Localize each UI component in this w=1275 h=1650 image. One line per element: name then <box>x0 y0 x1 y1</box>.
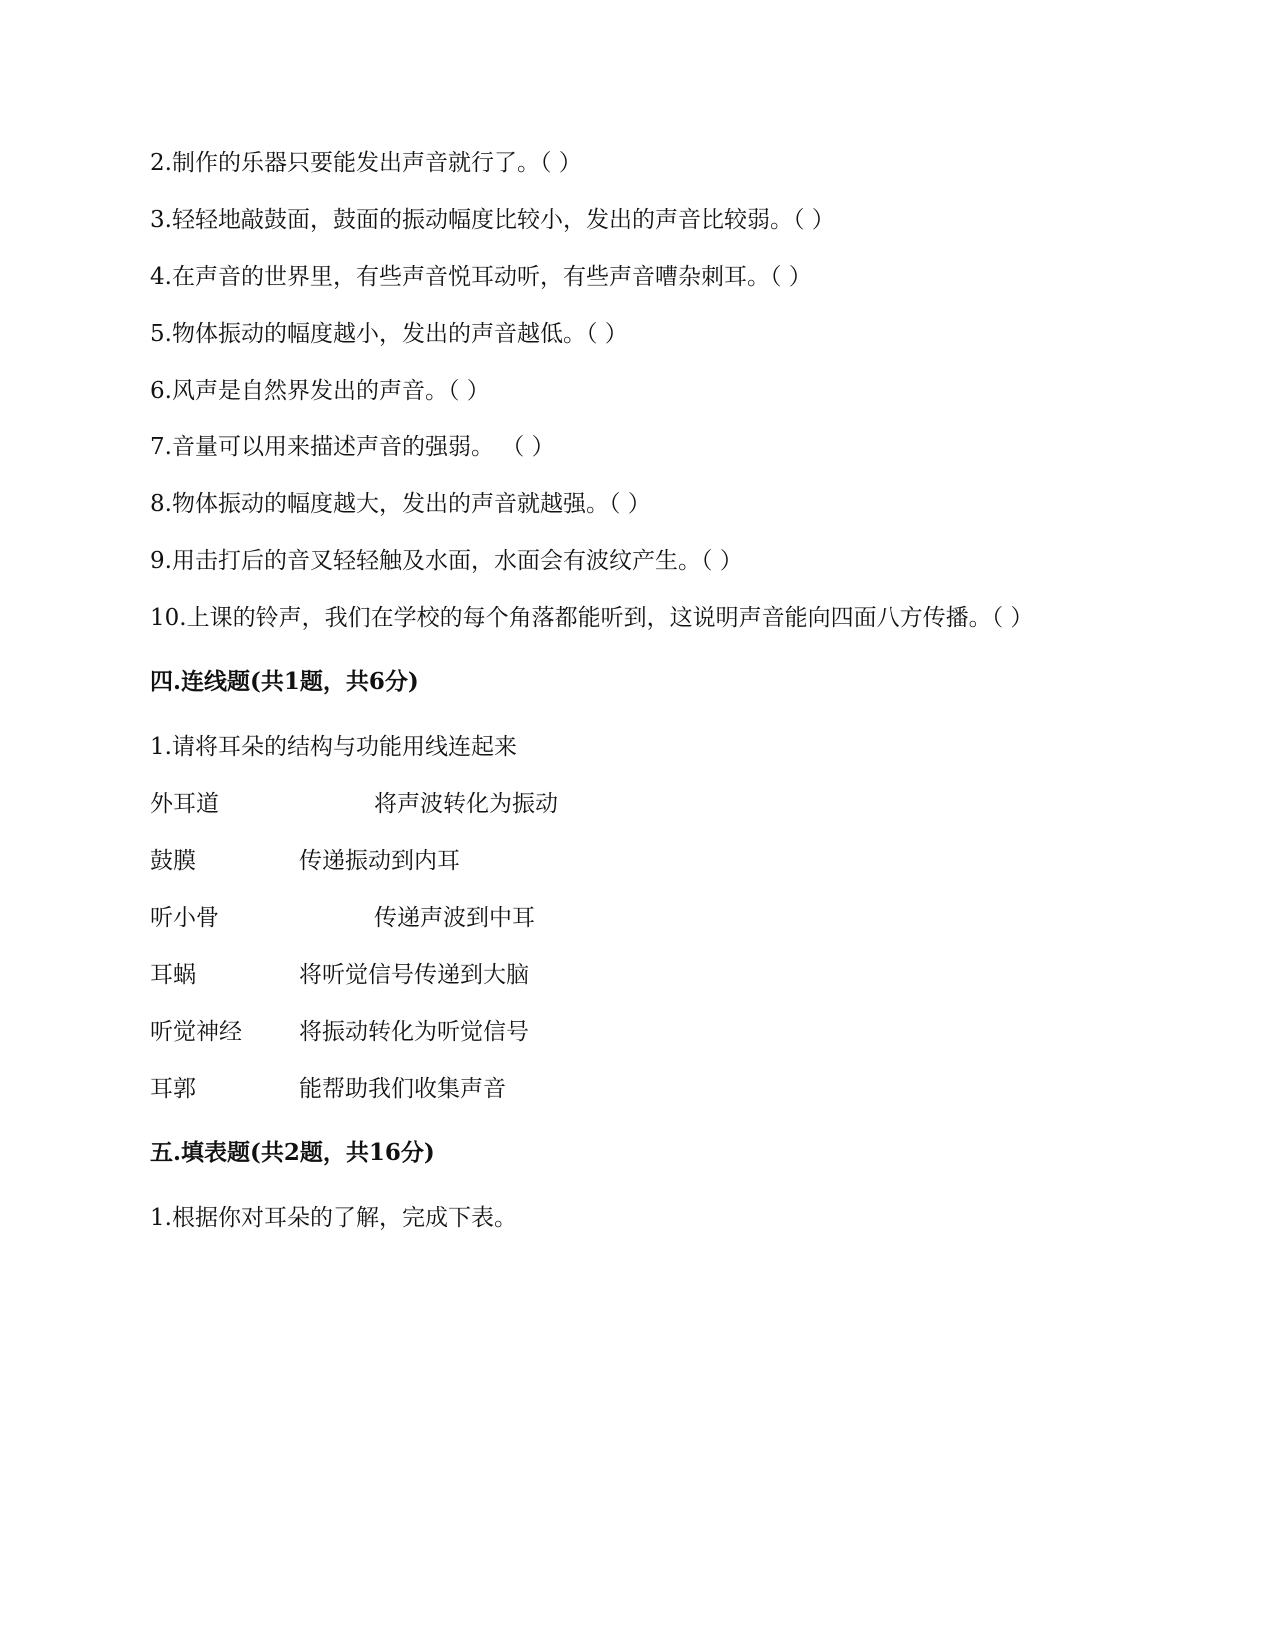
judgement-item-8: 8.物体振动的幅度越大，发出的声音就越强。（ ） <box>150 491 651 517</box>
judgement-item-7: 7.音量可以用来描述声音的强弱。 （ ） <box>150 434 555 460</box>
matching-structure: 外耳道 <box>150 791 219 817</box>
matching-structure: 耳郭 <box>150 1076 196 1102</box>
matching-structure: 耳蜗 <box>150 962 196 988</box>
judgement-item-10: 10.上课的铃声，我们在学校的每个角落都能听到，这说明声音能向四面八方传播。（ ） <box>150 605 1034 631</box>
judgement-item-5: 5.物体振动的幅度越小，发出的声音越低。（ ） <box>150 321 628 347</box>
matching-function: 将声波转化为振动 <box>374 791 558 817</box>
fill-table-question: 1.根据你对耳朵的了解，完成下表。 <box>150 1205 517 1231</box>
matching-function: 传递声波到中耳 <box>374 905 535 931</box>
matching-question: 1.请将耳朵的结构与功能用线连起来 <box>150 734 517 760</box>
matching-function: 将听觉信号传递到大脑 <box>299 962 529 988</box>
section-heading-fill-table: 五.填表题(共2题，共16分) <box>150 1139 435 1166</box>
matching-structure: 听觉神经 <box>150 1019 242 1045</box>
judgement-item-3: 3.轻轻地敲鼓面，鼓面的振动幅度比较小，发出的声音比较弱。（ ） <box>150 207 835 233</box>
matching-structure: 鼓膜 <box>150 848 196 874</box>
matching-function: 将振动转化为听觉信号 <box>299 1019 529 1045</box>
judgement-item-9: 9.用击打后的音叉轻轻触及水面，水面会有波纹产生。（ ） <box>150 548 743 574</box>
judgement-item-4: 4.在声音的世界里，有些声音悦耳动听，有些声音嘈杂刺耳。（ ） <box>150 264 812 290</box>
section-heading-matching: 四.连线题(共1题，共6分) <box>150 668 419 695</box>
judgement-item-2: 2.制作的乐器只要能发出声音就行了。（ ） <box>150 150 582 176</box>
matching-structure: 听小骨 <box>150 905 219 931</box>
matching-function: 传递振动到内耳 <box>299 848 460 874</box>
judgement-item-6: 6.风声是自然界发出的声音。（ ） <box>150 378 490 404</box>
matching-function: 能帮助我们收集声音 <box>299 1076 506 1102</box>
